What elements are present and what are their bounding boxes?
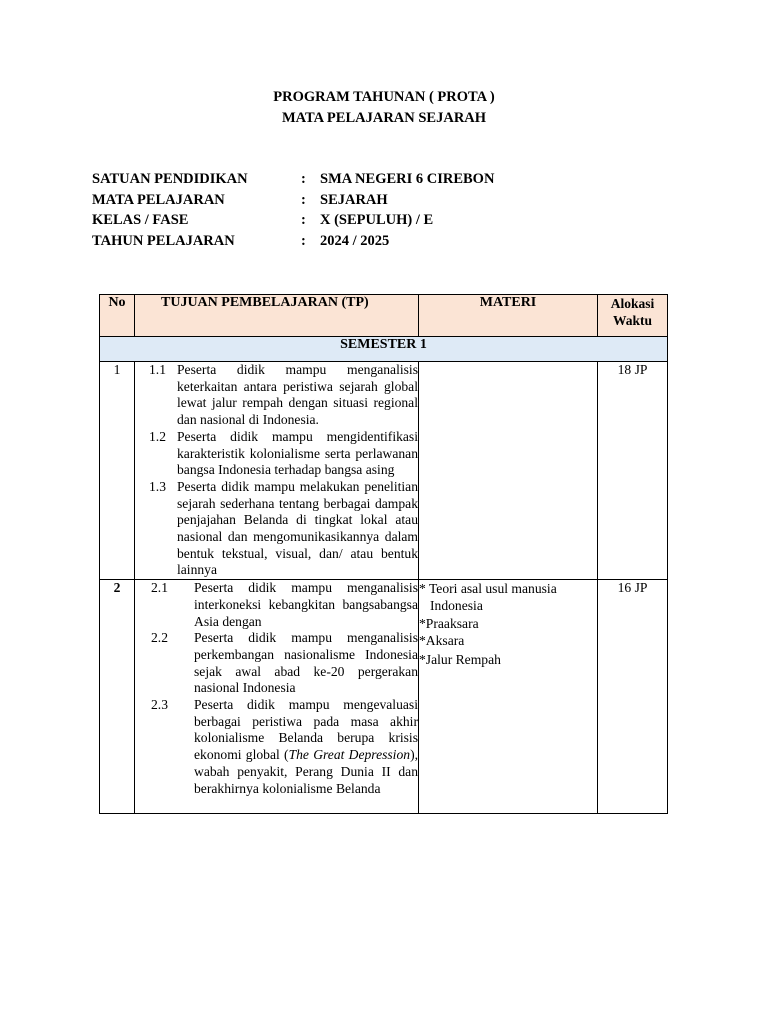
info-value: SMA NEGERI 6 CIREBON	[320, 171, 495, 187]
prota-table	[99, 294, 668, 814]
tp-text: Peserta didik mampu menganalisis keterkaitan antara peristiwa sejarah global lewat jalur rempah dengan situasi regional dan nasional di Indonesia.	[177, 362, 418, 428]
materi-item: *Jalur Rempah	[419, 652, 501, 668]
info-label: TAHUN PELAJARAN	[92, 232, 235, 249]
tp-cell	[135, 362, 419, 580]
tp-item	[135, 697, 418, 797]
info-value: 2024 / 2025	[320, 232, 390, 249]
tp-item	[135, 362, 418, 429]
header-alokasi-waktu	[598, 295, 668, 337]
info-colon: :	[301, 171, 306, 187]
document-title: PROGRAM TAHUNAN ( PROTA )	[273, 89, 495, 105]
tp-number: 1.2	[149, 428, 166, 444]
header-no: No	[100, 295, 135, 337]
tp-text: Peserta didik mampu mengidentifikasi karakteristik kolonialisme serta perlawanan bangsa Indonesia terhadap bangsa asing	[177, 428, 418, 478]
header-alokasi-line1: Alokasi	[610, 296, 655, 311]
tp-number: 2.1	[151, 580, 168, 596]
alokasi-waktu-value: 18 JP	[598, 362, 668, 580]
row-number: 2	[100, 580, 135, 814]
tp-item	[135, 630, 418, 697]
tp-item	[135, 429, 418, 479]
tp-text-part: ), wabah penyakit, Perang Dunia II dan berakhirnya kolonialisme Belanda	[194, 747, 418, 796]
tp-number: 2.2	[151, 630, 168, 646]
table-header-row	[100, 295, 668, 337]
info-colon: :	[301, 191, 306, 208]
alokasi-waktu-value: 16 JP	[598, 580, 668, 814]
info-colon: :	[301, 232, 306, 249]
tp-text: Peserta didik mampu melakukan penelitian sejarah sederhana tentang berbagai dampak penjajahan Belanda di tingkat lokal atau nasional dan mengomunikasikannya dalam bentuk tekstual, visual, dan/ atau bentuk lainnya	[177, 478, 418, 578]
table-row	[100, 362, 668, 580]
info-colon: :	[301, 212, 306, 228]
materi-item: *Aksara	[419, 633, 465, 649]
info-value: X (SEPULUH) / E	[320, 212, 434, 228]
semester-label: SEMESTER 1	[100, 337, 668, 362]
tp-cell	[135, 580, 419, 814]
materi-item: Indonesia	[430, 598, 483, 614]
materi-item: *Praaksara	[419, 615, 479, 631]
tp-text: Peserta didik mampu menganalisis perkembangan nasionalisme Indonesia sejak awal abad ke-20 pergerakan nasional Indonesia	[194, 630, 418, 696]
row-number: 1	[100, 362, 135, 580]
tp-number: 1.3	[149, 478, 166, 494]
info-value: SEJARAH	[320, 191, 388, 208]
tp-text-part: Peserta didik mampu mengevaluasi berbagai peristiwa pada masa akhir kolonialisme Belanda berupa krisis ekonomi global (	[194, 697, 418, 763]
header-alokasi-line2: Waktu	[612, 313, 653, 328]
document-subtitle: MATA PELAJARAN SEJARAH	[281, 110, 487, 126]
tp-text	[168, 697, 418, 797]
materi-item: * Teori asal usul manusia	[419, 581, 557, 597]
materi-cell	[419, 362, 598, 580]
tp-number: 1.1	[149, 362, 166, 377]
info-label: SATUAN PENDIDIKAN	[92, 171, 248, 187]
materi-cell	[419, 580, 598, 814]
tp-text-italic: The Great Depression	[288, 747, 411, 763]
info-label: MATA PELAJARAN	[92, 191, 225, 208]
tp-number: 2.3	[151, 697, 168, 713]
tp-text: Peserta didik mampu menganalisis interkoneksi kebangkitan bangsabangsa Asia dengan	[194, 580, 418, 629]
header-materi: MATERI	[419, 295, 598, 337]
header-tujuan-pembelajaran: TUJUAN PEMBELAJARAN (TP)	[135, 295, 419, 337]
table-row	[100, 580, 668, 814]
tp-item	[135, 580, 418, 630]
semester-row	[100, 337, 668, 362]
tp-item	[135, 479, 418, 579]
info-label: KELAS / FASE	[92, 212, 189, 228]
